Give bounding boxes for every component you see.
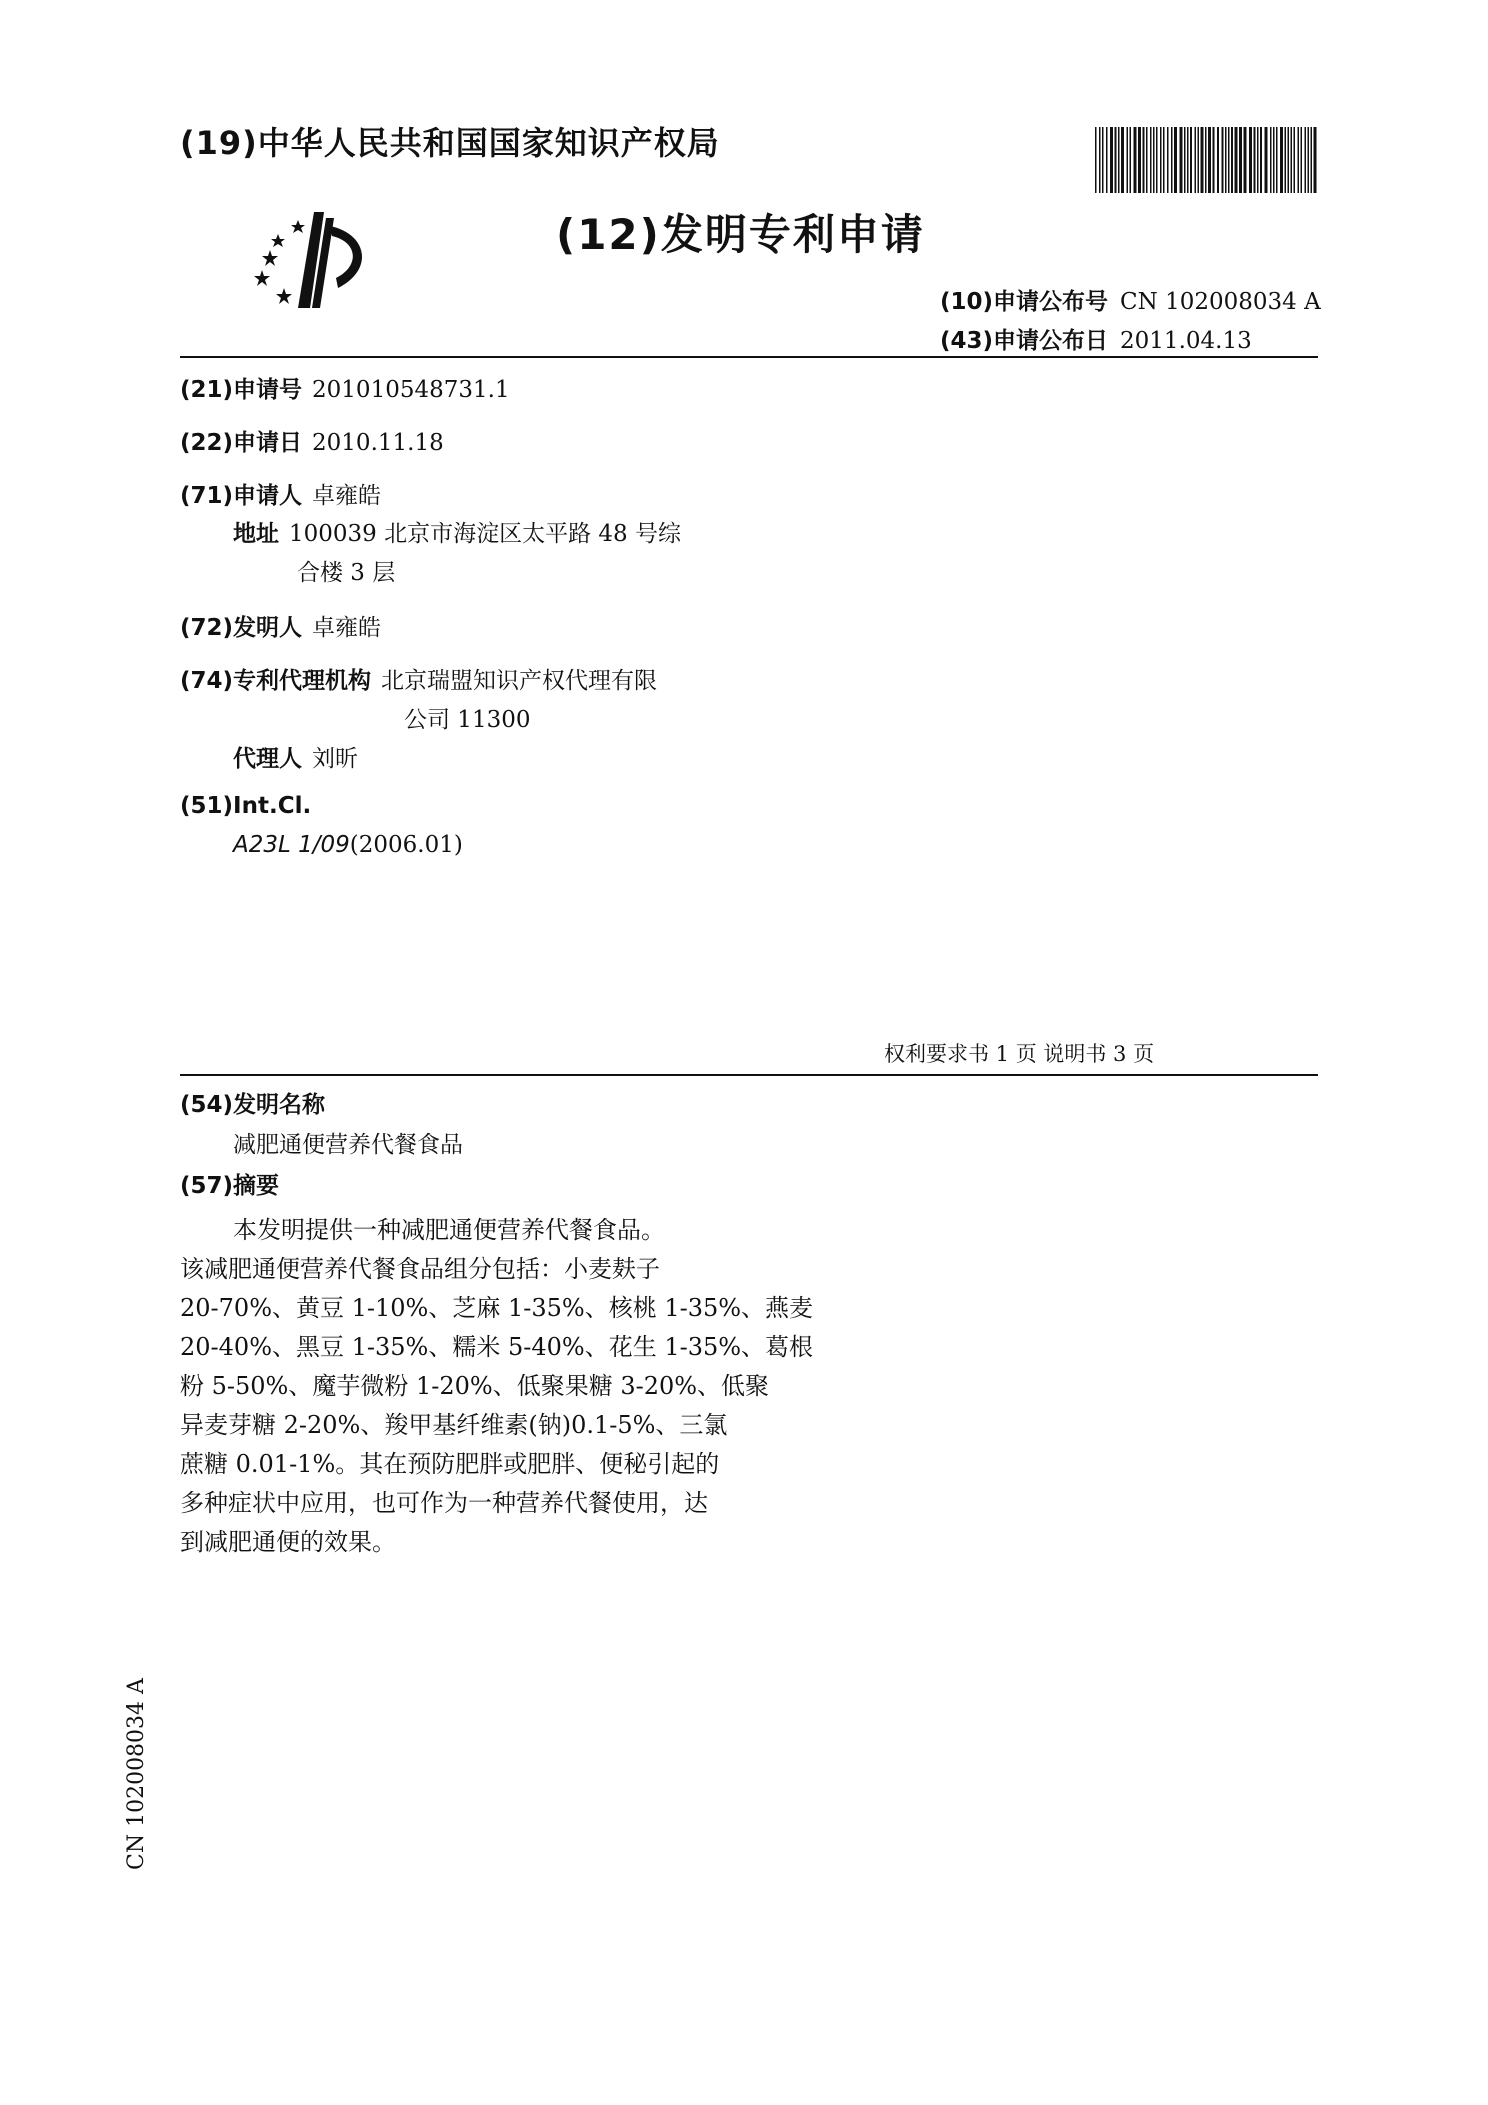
abstract-line: 该减肥通便营养代餐食品组分包括：小麦麸子 [180, 1255, 660, 1283]
agency-label: (74)专利代理机构 [180, 668, 372, 694]
applicant-label: (71)申请人 [180, 483, 303, 509]
invention-title: 减肥通便营养代餐食品 [233, 1132, 463, 1158]
invention-title-label: (54)发明名称 [180, 1092, 326, 1118]
address-line-1: 100039 北京市海淀区太平路 48 号综 [289, 521, 681, 547]
applicant: 卓雍皓 [312, 483, 382, 509]
address-label: 地址 [233, 521, 279, 547]
inventor-field [180, 609, 381, 642]
document-type-title: (12)发明专利申请 [556, 210, 925, 259]
agency-line-2: 公司 11300 [404, 707, 531, 733]
ipc-label-field [180, 793, 311, 819]
filing-date-label: (22)申请日 [180, 430, 303, 456]
abstract-label-field [180, 1167, 279, 1200]
application-number-label: (21)申请号 [180, 377, 303, 403]
inventor: 卓雍皓 [312, 615, 382, 641]
publication-date-row [940, 322, 1252, 355]
agent: 刘昕 [312, 746, 358, 772]
abstract-line: 异麦芽糖 2-20%、羧甲基纤维素(钠)0.1-5%、三氯 [180, 1411, 728, 1439]
agent-label: 代理人 [233, 746, 302, 772]
filing-date: 2010.11.18 [312, 430, 444, 456]
abstract-line: 到减肥通便的效果。 [180, 1528, 396, 1556]
vertical-publication-number: CN 102008034 A [124, 1678, 149, 1870]
application-number: 201010548731.1 [312, 377, 510, 403]
publication-number-row [940, 283, 1321, 316]
filing-date-field [180, 424, 444, 457]
patent-office-logo-icon [250, 208, 380, 312]
ipc-code: A23L 1/09 [233, 832, 350, 858]
publication-date: 2011.04.13 [1120, 328, 1252, 354]
ipc-version: (2006.01) [349, 832, 463, 858]
publication-number-label: (10)申请公布号 [940, 289, 1109, 315]
ipc-label: (51)Int.Cl. [180, 793, 312, 819]
publication-date-label: (43)申请公布日 [940, 328, 1109, 354]
address-line-2: 合楼 3 层 [297, 560, 396, 586]
abstract-label: (57)摘要 [180, 1173, 280, 1199]
title-label-field [180, 1086, 325, 1119]
abstract-line: 本发明提供一种减肥通便营养代餐食品。 [233, 1216, 665, 1244]
application-number-field [180, 371, 510, 404]
agent-field [233, 740, 358, 773]
agency-field [180, 662, 657, 695]
abstract-line: 20-70%、黄豆 1-10%、芝麻 1-35%、核桃 1-35%、燕麦 [180, 1294, 814, 1322]
page-count-summary: 权利要求书 1 页 说明书 3 页 [884, 1042, 1155, 1066]
section-divider [180, 1074, 1318, 1076]
abstract-line: 多种症状中应用，也可作为一种营养代餐使用，达 [180, 1489, 708, 1517]
publication-number: CN 102008034 A [1120, 289, 1321, 315]
address-field [233, 515, 681, 548]
barcode-icon [1095, 127, 1317, 193]
applicant-field [180, 477, 381, 510]
agency-line-1: 北京瑞盟知识产权代理有限 [381, 668, 658, 694]
abstract-line: 20-40%、黑豆 1-35%、糯米 5-40%、花生 1-35%、葛根 [180, 1333, 814, 1361]
ipc-classification [233, 832, 463, 858]
inventor-label: (72)发明人 [180, 615, 303, 641]
office-name: (19)中华人民共和国国家知识产权局 [180, 124, 720, 162]
abstract-line: 蔗糖 0.01-1%。其在预防肥胖或肥胖、便秘引起的 [180, 1450, 720, 1478]
header-divider [180, 356, 1318, 358]
abstract-line: 粉 5-50%、魔芋微粉 1-20%、低聚果糖 3-20%、低聚 [180, 1372, 770, 1400]
